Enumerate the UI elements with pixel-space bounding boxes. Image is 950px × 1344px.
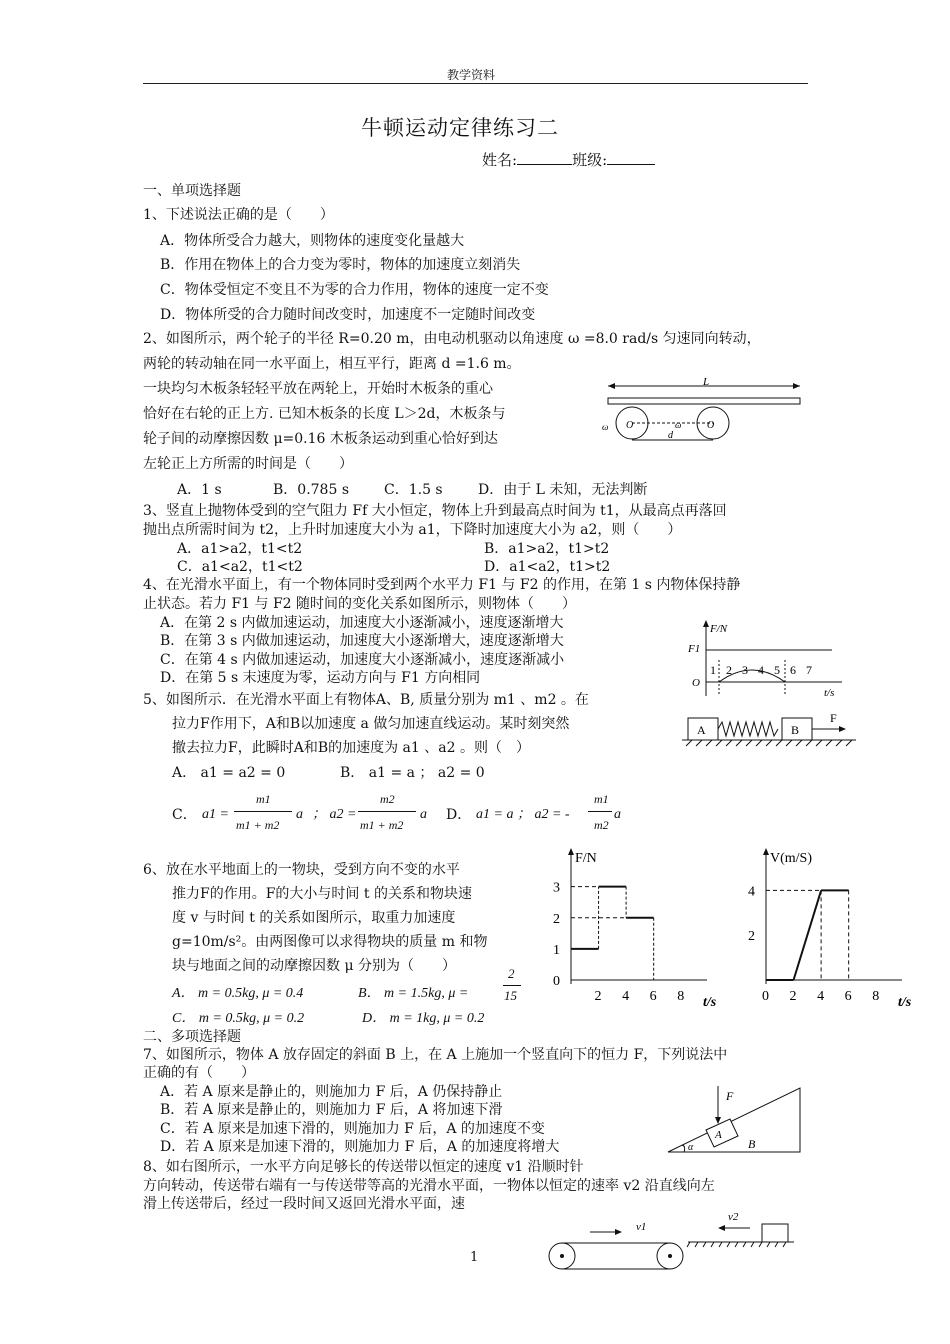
fraction-bar (234, 811, 292, 812)
q4-tick: 7 (806, 663, 812, 677)
q2-option[interactable]: C．1.5 s (384, 482, 443, 498)
q5-c-den2: m1 + m2 (360, 818, 404, 832)
q8-conveyor-figure (540, 1208, 800, 1272)
q2-line: 两轮的转动轴在同一水平面上，相互平行，距离 d =1.6 m。 (143, 356, 521, 372)
q3-option[interactable]: B．a1>a2，t1>t2 (484, 541, 610, 557)
q6-b-num: 2 (508, 966, 515, 981)
q1-option[interactable]: A．物体所受合力越大，则物体的速度变化量越大 (160, 233, 465, 249)
label-F: F (830, 711, 837, 725)
q7-option[interactable]: C．若 A 原来是加速下滑的，则施加力 F 后，A 的加速度不变 (160, 1121, 545, 1137)
label-O1: O (626, 420, 634, 431)
q5-c-num1: m1 (256, 792, 271, 806)
q2-line: 左轮正上方所需的时间是（ ） (143, 456, 353, 472)
q5-line: 拉力F作用下，A和B以加速度 a 做匀加速直线运动。某时刻突然 (172, 716, 570, 732)
q4-option[interactable]: A．在第 2 s 内做加速运动，加速度大小逐渐减小，速度逐渐增大 (160, 615, 564, 631)
q6-line: 推力F的作用。F的大小与时间 t 的关系和物块速 (172, 886, 472, 902)
label-A: A (697, 723, 706, 737)
label-omega2: ω (675, 420, 682, 430)
q4-ylabel: F/N (710, 623, 728, 635)
q4-tick: 3 (742, 663, 748, 677)
q4-origin: O (692, 677, 700, 689)
q4-force-figure (682, 618, 847, 698)
x-axis-label: t/s (703, 995, 717, 1006)
q5-line: 撤去拉力F，此瞬时A和B的加速度为 a1 、a2 。则（ ） (172, 740, 530, 756)
q4-line: 止状态。若力 F1 与 F2 随时间的变化关系如图所示，则物体（ ） (143, 596, 577, 612)
q2-line: 2、如图所示，两个轮子的半径 R=0.20 m，由电动机驱动以角速度 ω =8.0 rad/s 匀速同向转动， (143, 331, 761, 347)
fraction-bar (503, 985, 521, 986)
label-omega1: ω (602, 422, 609, 432)
label-A: A (715, 1129, 722, 1141)
name-blank[interactable] (517, 150, 572, 165)
q4-option[interactable]: B．在第 3 s 内做加速运动，加速度大小逐渐增大，速度逐渐增大 (160, 633, 564, 649)
data-segment (794, 890, 822, 980)
y-axis-arrow (763, 848, 769, 855)
q5-c-label: C． (172, 807, 197, 823)
y-axis-arrow (568, 848, 574, 855)
q5-option-b[interactable]: B． a1 = a ； a2 = 0 (340, 765, 485, 781)
label-alpha: α (688, 1142, 694, 1153)
q6-option-a[interactable]: A． m = 0.5kg, μ = 0.4 (172, 986, 304, 1001)
q2-option[interactable]: B．0.785 s (273, 482, 350, 498)
q6-line: 6、放在水平地面上的一物块，受到方向不变的水平 (143, 862, 460, 878)
q5-c-tail1: a (296, 807, 303, 822)
label-B: B (748, 1137, 756, 1151)
q4-F1-label: F1 (688, 643, 701, 655)
label-L: L (703, 376, 710, 388)
student-info (482, 150, 655, 169)
q5-d-den: m2 (594, 818, 609, 832)
q5-c-a2: ； a2 = (312, 807, 357, 822)
x-tick-label: 4 (817, 989, 825, 1004)
y-tick-label: 0 (553, 974, 560, 989)
q2-option[interactable]: A．1 s (177, 482, 222, 498)
y-axis-label: V(m/S) (770, 851, 812, 866)
fraction-bar (588, 811, 612, 812)
q6-b-pre: B． m = 1.5kg, μ = (358, 986, 469, 1001)
q7-option[interactable]: B．若 A 原来是静止的，则施加力 F 后，A 将加速下滑 (160, 1102, 503, 1118)
q2-line: 恰好在右轮的正上方. 已知木板条的长度 L＞2d，木板条与 (143, 406, 506, 422)
q5-d-tail: a (614, 807, 621, 822)
label-B: B (791, 723, 800, 737)
q4-tick: 2 (726, 663, 732, 677)
q5-d-num: m1 (594, 792, 609, 806)
page-number: 1 (470, 1250, 479, 1265)
q5-c-num2: m2 (380, 792, 395, 806)
section-single: 一、单项选择题 (143, 183, 241, 199)
q7-option[interactable]: A．若 A 原来是静止的，则施加力 F 后，A 仍保持静止 (160, 1084, 503, 1100)
fraction-bar (358, 811, 416, 812)
q3-option[interactable]: A．a1>a2，t1<t2 (177, 541, 303, 557)
x-tick-label: 8 (677, 989, 685, 1004)
class-label: 班级: (572, 151, 608, 169)
y-tick-label: 2 (748, 929, 755, 945)
q6-b-den: 15 (504, 988, 517, 1003)
q8-line: 滑上传送带后，经过一段时间又返回光滑水平面，速 (143, 1196, 465, 1212)
x-tick-label: 2 (789, 989, 797, 1004)
q1-option[interactable]: C．物体受恒定不变且不为零的合力作用，物体的速度一定不变 (160, 282, 549, 298)
spring (718, 722, 778, 736)
q6-velocity-chart (730, 846, 930, 1006)
header-rule (143, 83, 808, 84)
block (762, 1224, 788, 1242)
q4-tick: 1 (710, 663, 716, 677)
y-tick-label: 2 (553, 911, 560, 927)
q2-line: 一块均匀木板条轻轻平放在两轮上，开始时木板条的重心 (143, 381, 493, 397)
q5-c-den1: m1 + m2 (236, 818, 280, 832)
q5-blocks-figure (680, 708, 860, 748)
q5-option-a[interactable]: A． a1 = a2 = 0 (172, 765, 286, 781)
q8-line: 8、如右图所示，一水平方向足够长的传送带以恒定的速度 v1 沿顺时针 (143, 1159, 584, 1175)
q4-option[interactable]: C．在第 4 s 内做加速运动，加速度大小逐渐减小，速度逐渐减小 (160, 652, 565, 668)
q7-option[interactable]: D．若 A 原来是加速下滑的，则施加力 F 后，A 的加速度将增大 (160, 1139, 560, 1155)
x-tick-label: 4 (622, 989, 630, 1004)
q4-tick: 6 (790, 663, 796, 677)
q3-option[interactable]: D．a1<a2，t1>t2 (484, 559, 611, 575)
header-label: 教学资料 (447, 68, 496, 82)
label-v2: v2 (728, 1211, 739, 1223)
x-tick-label: 8 (872, 989, 880, 1004)
q5-c-a1: a1 = (202, 807, 229, 822)
q7-line: 7、如图所示，物体 A 放存固定的斜面 B 上，在 A 上施加一个竖直向下的恒力 F，下列说法中 (143, 1047, 728, 1063)
q6-option-c[interactable]: C． m = 0.5kg, μ = 0.2 (172, 1011, 305, 1026)
y-axis-label: F/N (575, 851, 597, 866)
x-tick-label: 2 (594, 989, 602, 1004)
q3-line: 3、竖直上抛物体受到的空气阻力 Ff 大小恒定，物体上升到最高点时间为 t1，从最高点再落回 (143, 503, 727, 519)
q3-option[interactable]: C．a1<a2，t1<t2 (177, 559, 303, 575)
q8-line: 方向转动，传送带右端有一与传送带等高的光滑水平面，一物体以恒定的速率 v2 沿直线向左 (143, 1178, 715, 1194)
label-F: F (726, 1089, 734, 1103)
q4-line: 4、在光滑水平面上，有一个物体同时受到两个水平力 F1 与 F2 的作用，在第 1 s 内物体保持静 (143, 577, 741, 593)
q5-d-part1: a1 = a ； a2 = - (476, 807, 570, 822)
x-axis-label: t/s (898, 995, 912, 1006)
q3-line: 抛出点所需时间为 t2，上升时加速度大小为 a1，下降时加速度大小为 a2，则（ ） (143, 522, 682, 538)
q6-line: 块与地面之间的动摩擦因数 μ 分别为（ ） (172, 958, 456, 974)
q1-stem: 1、下述说法正确的是（ ） (143, 207, 334, 223)
q2-line: 轮子间的动摩擦因数 μ=0.16 木板条运动到重心恰好到达 (143, 431, 498, 447)
class-blank[interactable] (607, 150, 655, 165)
q1-option[interactable]: B．作用在物体上的合力变为零时，物体的加速度立刻消失 (160, 257, 521, 273)
q5-d-label: D． (446, 807, 472, 823)
y-tick-label: 1 (553, 942, 560, 958)
q2-option[interactable]: D．由于 L 未知，无法判断 (478, 482, 648, 498)
name-label: 姓名: (482, 151, 518, 169)
q1-option[interactable]: D．物体所受的合力随时间改变时，加速度不一定随时间改变 (160, 307, 536, 323)
q2-wheels-figure (600, 376, 810, 448)
q4-tick: 5 (774, 663, 780, 677)
x-tick-label: 0 (762, 989, 769, 1004)
q5-line: 5、如图所示．在光滑水平面上有物体A、B, 质量分别为 m1 、m2 。在 (143, 692, 589, 708)
q6-line: 度 v 与时间 t 的关系如图所示，取重力加速度 (172, 910, 456, 926)
label-v1: v1 (636, 1221, 647, 1233)
q7-incline-figure (660, 1080, 810, 1156)
q6-option-d[interactable]: D． m = 1kg, μ = 0.2 (362, 1011, 485, 1026)
q5-c-tail2: a (420, 807, 427, 822)
x-tick-label: 6 (649, 989, 657, 1004)
page-title: 牛顿运动定律练习二 (361, 116, 559, 140)
q4-option[interactable]: D．在第 5 s 末速度为零，运动方向与 F1 方向相同 (160, 670, 481, 686)
q4-xlabel: t/s (824, 687, 835, 698)
q7-line: 正确的有（ ） (143, 1065, 255, 1081)
label-d: d (668, 430, 673, 441)
section-multi: 二、多项选择题 (143, 1029, 241, 1045)
label-O2: O (707, 420, 715, 431)
y-tick-label: 3 (553, 880, 560, 896)
q6-force-chart (535, 846, 735, 1006)
q4-tick: 4 (758, 663, 764, 677)
y-tick-label: 4 (748, 884, 755, 900)
plank (608, 398, 800, 404)
x-tick-label: 6 (844, 989, 852, 1004)
q6-line: g=10m/s²。由两图像可以求得物块的质量 m 和物 (172, 934, 488, 950)
